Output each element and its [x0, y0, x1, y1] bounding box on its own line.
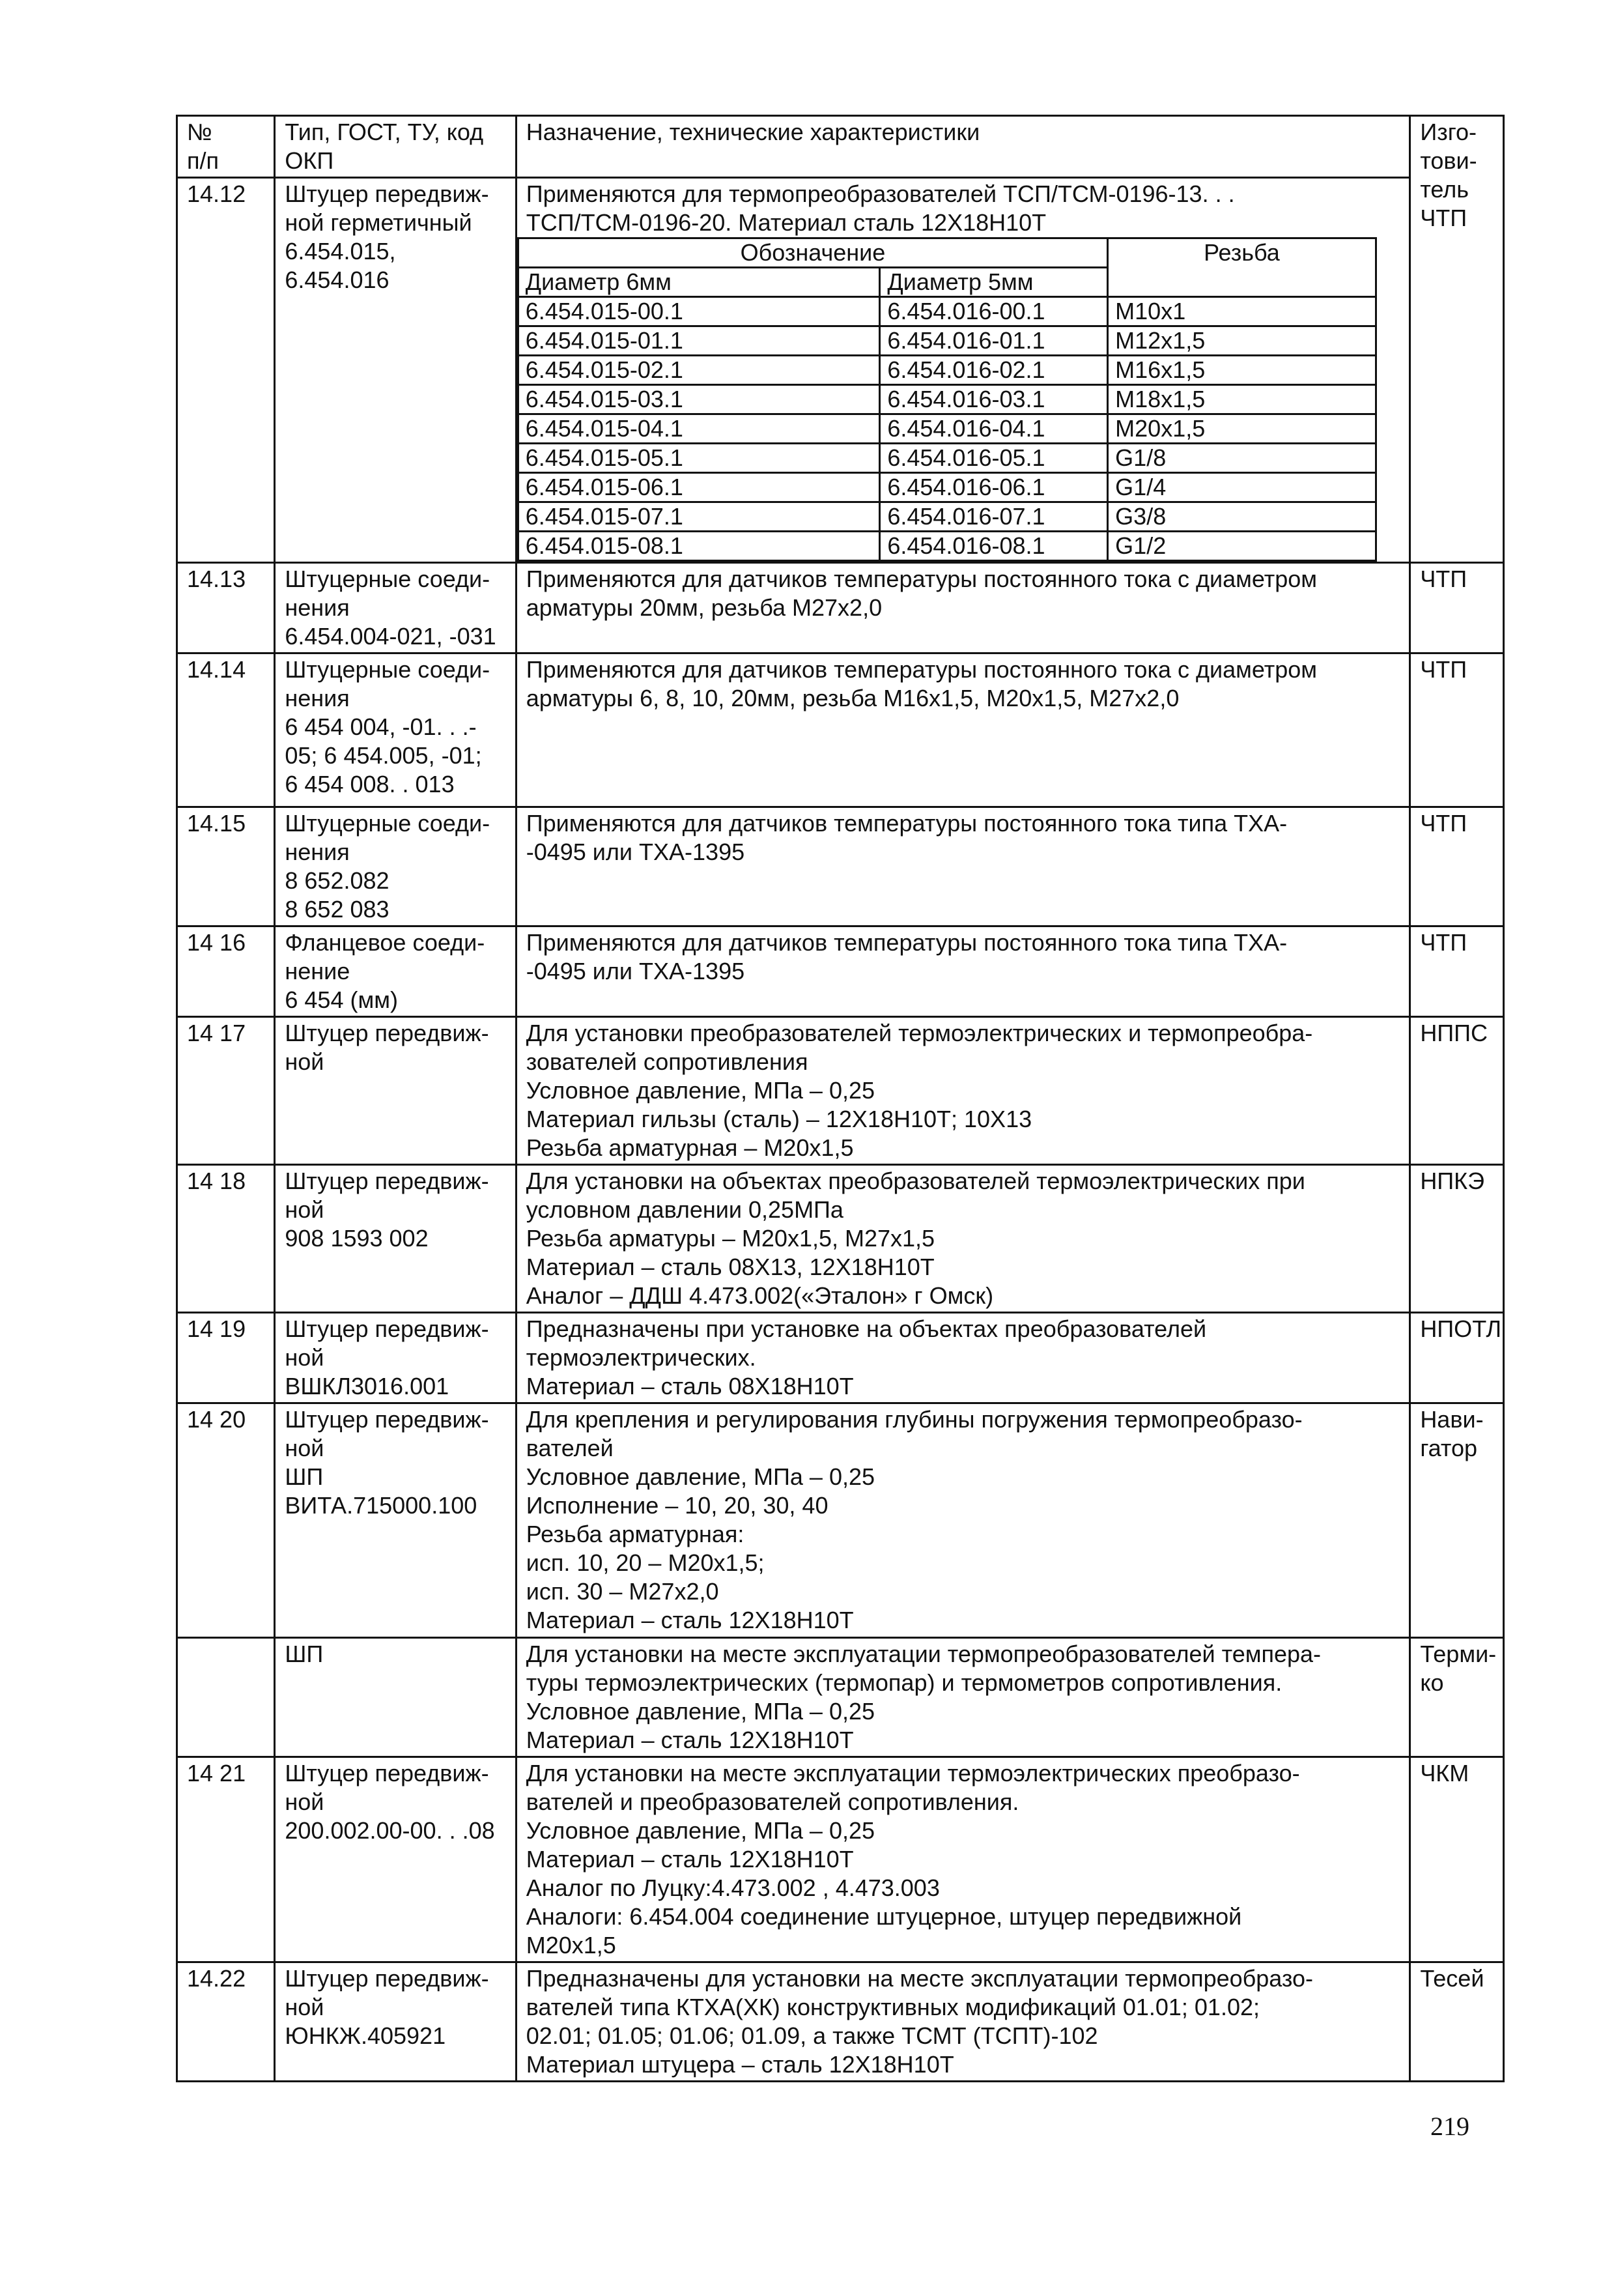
page-number: 219 — [1430, 2112, 1469, 2141]
thread-value: М18х1,5 — [1108, 385, 1376, 414]
row-type: Фланцевое соеди- нение 6 454 (мм) — [275, 926, 516, 1017]
row-type: Штуцер передвиж- ной ВШКЛ3016.001 — [275, 1313, 516, 1403]
row-description: Для установки на месте эксплуатации термопреобразователей темпера- туры термоэлектрических (термопар) и термометров сопротивления. Условное давление, МПа – 0,25 Материал – сталь 12Х18Н10Т — [516, 1638, 1410, 1757]
row-description: Предназначены для установки на месте эксплуатации термопреобразо- вателей типа КТХА(ХК) конструктивных модификаций 01.01; 01.02; 02.01; 01.05; 01.06; 01.09, а также ТСМТ (ТСПТ)-102 Материал штуцера – сталь 12Х18Н10Т — [516, 1962, 1410, 2082]
thread-value: М16х1,5 — [1108, 356, 1376, 385]
code-d5: 6.454.016-01.1 — [880, 326, 1108, 356]
thread-row — [518, 385, 1376, 414]
thread-value: G1/4 — [1108, 473, 1376, 502]
table-row — [177, 1165, 1504, 1313]
thread-table-head — [518, 238, 1376, 268]
table-row — [177, 1757, 1504, 1962]
code-d5: 6.454.016-02.1 — [880, 356, 1108, 385]
table-row — [177, 926, 1504, 1017]
code-d6: 6.454.015-05.1 — [518, 444, 880, 473]
row-description: Применяются для датчиков температуры постоянного тока с диаметром арматуры 20мм, резьба М27х2,0 — [516, 563, 1410, 653]
table-row-14-12 — [177, 178, 1504, 563]
header-row — [177, 116, 1504, 178]
row-maker: Нави- гатор — [1410, 1403, 1504, 1638]
row-maker: Терми- ко — [1410, 1638, 1504, 1757]
thread-row — [518, 326, 1376, 356]
row-type: Штуцерные соеди- нения 8 652.082 8 652 083 — [275, 807, 516, 926]
row-maker: НПОТЛ — [1410, 1313, 1504, 1403]
row-number: 14.14 — [177, 653, 275, 807]
row-maker: НПКЭ — [1410, 1165, 1504, 1313]
thread-value: G1/2 — [1108, 532, 1376, 561]
row-maker: Тесей — [1410, 1962, 1504, 2082]
row-maker: НППС — [1410, 1017, 1504, 1165]
row-maker: ЧТП — [1410, 653, 1504, 807]
row-number — [177, 1638, 275, 1757]
code-d6: 6.454.015-08.1 — [518, 532, 880, 561]
row-description: Применяются для датчиков температуры постоянного тока типа ТХА- -0495 или ТХА-1395 — [516, 807, 1410, 926]
table-row — [177, 1313, 1504, 1403]
row-number: 14.22 — [177, 1962, 275, 2082]
row-description: Для установки на месте эксплуатации термоэлектрических преобразо- вателей и преобразователей сопротивления. Условное давление, МПа – 0,25 Материал – сталь 12Х18Н10Т Аналог по Луцку:4.473.002 , 4.473.003 Аналоги: 6.454.004 соединение штуцерное, штуцер передвижной М20х1,5 — [516, 1757, 1410, 1962]
row-description: Для установки на объектах преобразователей термоэлектрических при условном давлении 0,25МПа Резьба арматуры – М20х1,5, М27х1,5 Материал – сталь 08Х13, 12Х18Н10Т Аналог – ДДШ 4.473.002(«Эталон» г Омск) — [516, 1165, 1410, 1313]
header-maker: Изго- тови- тель ЧТП — [1410, 116, 1504, 563]
thread-row — [518, 532, 1376, 561]
row-description: Применяются для датчиков температуры постоянного тока с диаметром арматуры 6, 8, 10, 20мм, резьба М16х1,5, М20х1,5, М27х2,0 — [516, 653, 1410, 807]
header-purpose: Назначение, технические характеристики — [516, 116, 1410, 178]
code-d5: 6.454.016-06.1 — [880, 473, 1108, 502]
row-number: 14 20 — [177, 1403, 275, 1638]
row-description: Применяются для датчиков температуры постоянного тока типа ТХА- -0495 или ТХА-1395 — [516, 926, 1410, 1017]
row-description: Для установки преобразователей термоэлектрических и термопреобра- зователей сопротивления Условное давление, МПа – 0,25 Материал гильзы (сталь) – 12Х18Н10Т; 10Х13 Резьба арматурная – М20х1,5 — [516, 1017, 1410, 1165]
table-row — [177, 1962, 1504, 2082]
row-number: 14.13 — [177, 563, 275, 653]
table-row — [177, 1403, 1504, 1638]
table-row — [177, 563, 1504, 653]
row-number: 14 21 — [177, 1757, 275, 1962]
row-number: 14 19 — [177, 1313, 275, 1403]
row-type: Штуцер передвиж- ной герметичный 6.454.015, 6.454.016 — [275, 178, 516, 563]
code-d5: 6.454.016-05.1 — [880, 444, 1108, 473]
row-type: ШП — [275, 1638, 516, 1757]
thread-row — [518, 444, 1376, 473]
spec-table — [176, 115, 1505, 2082]
row-type: Штуцер передвиж- ной ЮНКЖ.405921 — [275, 1962, 516, 2082]
table-row — [177, 653, 1504, 807]
code-d6: 6.454.015-00.1 — [518, 297, 880, 326]
thread-value: G1/8 — [1108, 444, 1376, 473]
row-number: 14 16 — [177, 926, 275, 1017]
row-type: Штуцер передвиж- ной 200.002.00-00. . .08 — [275, 1757, 516, 1962]
thread-table — [517, 237, 1377, 562]
row-type: Штуцер передвиж- ной — [275, 1017, 516, 1165]
row-maker: ЧТП — [1410, 563, 1504, 653]
code-d6: 6.454.015-06.1 — [518, 473, 880, 502]
thread-row — [518, 502, 1376, 532]
code-d6: 6.454.015-03.1 — [518, 385, 880, 414]
row-number: 14 18 — [177, 1165, 275, 1313]
row-maker: ЧТП — [1410, 807, 1504, 926]
table-row — [177, 1638, 1504, 1757]
row-type: Штуцерные соеди- нения 6 454 004, -01. . .- 05; 6 454.005, -01; 6 454 008. . 013 — [275, 653, 516, 807]
header-type: Тип, ГОСТ, ТУ, код ОКП — [275, 116, 516, 178]
code-d5: 6.454.016-03.1 — [880, 385, 1108, 414]
row-description: Предназначены при установке на объектах преобразователей термоэлектрических. Материал – сталь 08Х18Н10Т — [516, 1313, 1410, 1403]
thread-row — [518, 356, 1376, 385]
row-number: 14.15 — [177, 807, 275, 926]
code-d5: 6.454.016-00.1 — [880, 297, 1108, 326]
row-description: Для крепления и регулирования глубины погружения термопреобразо- вателей Условное давление, МПа – 0,25 Исполнение – 10, 20, 30, 40 Резьба арматурная: исп. 10, 20 – М20х1,5; исп. 30 – М27х2,0 Материал – сталь 12Х18Н10Т — [516, 1403, 1410, 1638]
table-row — [177, 1017, 1504, 1165]
row-maker: ЧКМ — [1410, 1757, 1504, 1962]
row-description: Применяются для термопреобразователей ТСП/ТСМ-0196-13. . . ТСП/ТСМ-0196-20. Материал сталь 12Х18Н10Т Обозначение Резьба Диаметр 6мм Диаметр 5мм 6.454.015-00.1 6.454.016-00.1 М10х1 6.454.015-01.1 6.454.016-01.1 М12х1,5 6.454.015-02.1 6.454.016-02.1 М16х1,5 6.454.015-03.1 6.454.016-03.1 М18х1,5 6.454.015-04.1 6.454.016-04.1 М20х1,5 6.454.015-05.1 6.454.016-05.1 G1/8 6.454.015-06.1 6.454.016-06.1 G1/4 6.454.015-07.1 6.454.016-07.1 G3/8 6.454.015-08.1 6.454.016-08.1 G1/2 — [516, 178, 1410, 563]
d5-header: Диаметр 5мм — [880, 268, 1108, 297]
row-number: 14 17 — [177, 1017, 275, 1165]
table-row — [177, 807, 1504, 926]
code-d6: 6.454.015-04.1 — [518, 414, 880, 444]
code-d6: 6.454.015-02.1 — [518, 356, 880, 385]
row-number: 14.12 — [177, 178, 275, 563]
row-type: Штуцер передвиж- ной ШП ВИТА.715000.100 — [275, 1403, 516, 1638]
thread-row — [518, 297, 1376, 326]
header-no: № п/п — [177, 116, 275, 178]
code-d6: 6.454.015-07.1 — [518, 502, 880, 532]
row-type: Штуцер передвиж- ной 908 1593 002 — [275, 1165, 516, 1313]
code-d6: 6.454.015-01.1 — [518, 326, 880, 356]
code-d5: 6.454.016-08.1 — [880, 532, 1108, 561]
thread-value: М20х1,5 — [1108, 414, 1376, 444]
row-type: Штуцерные соеди- нения 6.454.004-021, -031 — [275, 563, 516, 653]
d6-header: Диаметр 6мм — [518, 268, 880, 297]
thread-value: М12х1,5 — [1108, 326, 1376, 356]
row-maker: ЧТП — [1410, 926, 1504, 1017]
code-d5: 6.454.016-07.1 — [880, 502, 1108, 532]
thread-row — [518, 414, 1376, 444]
thread-value: G3/8 — [1108, 502, 1376, 532]
designation-header: Обозначение — [518, 238, 1107, 268]
thread-header: Резьба — [1108, 238, 1376, 297]
thread-row — [518, 473, 1376, 502]
code-d5: 6.454.016-04.1 — [880, 414, 1108, 444]
thread-value: М10х1 — [1108, 297, 1376, 326]
